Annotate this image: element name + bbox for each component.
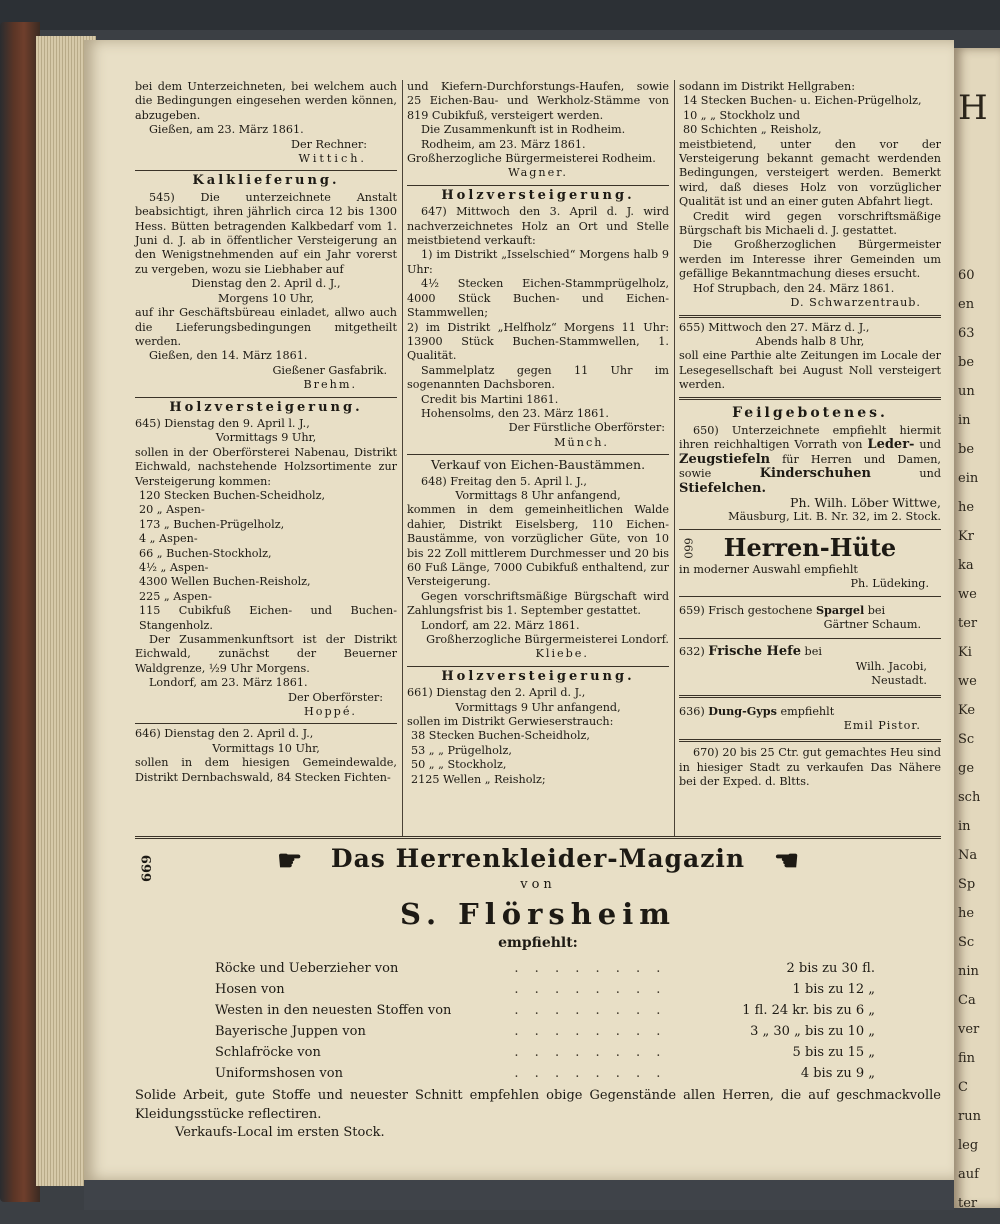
firm-name: S. Flörsheim bbox=[400, 897, 676, 931]
ad-670 bbox=[679, 746, 941, 789]
wood-item: 115 Cubikfuß Eichen- und Buchen-Stangenholz. bbox=[139, 604, 397, 632]
ad-herren-huete bbox=[679, 533, 941, 592]
ad-date: 648) Freitag den 5. April l. J., bbox=[421, 474, 587, 488]
price-value: 4 bis zu 9 „ bbox=[800, 1065, 875, 1081]
ad-text-span: bei bbox=[864, 603, 886, 617]
ad-carry-over-c bbox=[679, 80, 941, 311]
ad-text: und Kiefern-Durchforstungs-Haufen, sowie 25 Eichen-Bau- und Werkholz-Stämme von 819 Cubikfuß, versteigert werden. bbox=[407, 80, 669, 122]
ad-text-span: 636) bbox=[679, 704, 705, 718]
ad-text: Sammelplatz gegen 11 Uhr im sogenannten Dachsboren. bbox=[407, 363, 669, 392]
leader-dots: . . . . . . . . bbox=[514, 960, 667, 976]
ad-time: Vormittags 9 Uhr anfangend, bbox=[455, 700, 621, 714]
wood-item: 53 „ „ Prügelholz, bbox=[411, 743, 512, 757]
ad-text: Die Großherzoglichen Bürgermeister werden im Interesse ihrer Gemeinden um gefällige Bekanntmachung dieses ersucht. bbox=[679, 238, 941, 281]
ad-date: 645) Dienstag den 9. April l. J., bbox=[135, 416, 310, 430]
ad-divider bbox=[679, 315, 941, 318]
ad-signature: Ph. Lüdeking. bbox=[850, 577, 929, 591]
ad-text-span: und bbox=[870, 467, 941, 481]
ad-text: 670) 20 bis 25 Ctr. gut gemachtes Heu sind in hiesiger Stadt zu verkaufen Das Nähere bei der Exped. d. Bltts. bbox=[679, 746, 941, 789]
ad-text: 647) Mittwoch den 3. April d. J. wird nachverzeichnetes Holz an Ort und Stelle meistbietend verkauft: bbox=[407, 205, 669, 248]
ad-heading: Holzversteigerung. bbox=[441, 668, 635, 684]
wood-item: 2125 Wellen „ Reisholz; bbox=[411, 772, 546, 786]
ad-date: 661) Dienstag den 2. April d. J., bbox=[407, 686, 586, 700]
ad-text: sollen in dem hiesigen Gemeindewalde, Distrikt Dernbachswald, 84 Stecken Fichten- bbox=[135, 756, 397, 784]
ad-time: Vormittags 9 Uhr, bbox=[215, 431, 317, 445]
next-page-fragment: in bbox=[958, 819, 971, 834]
ad-divider bbox=[679, 739, 941, 742]
ad-signature: Kliebe. bbox=[535, 647, 589, 661]
column-rule bbox=[402, 80, 403, 836]
section-divider bbox=[135, 836, 941, 839]
ad-signature: Der Oberförster: bbox=[288, 690, 383, 704]
ad-place: Hof Strupbach, den 24. März 1861. bbox=[693, 281, 895, 295]
ad-date: 655) Mittwoch den 27. März d. J., bbox=[679, 320, 870, 334]
wood-item: 225 „ Aspen- bbox=[139, 589, 212, 603]
ad-text: in moderner Auswahl empfiehlt bbox=[679, 562, 858, 576]
next-page-fragment: Kr bbox=[958, 529, 974, 544]
book-bottom bbox=[84, 1180, 954, 1210]
ad-divider bbox=[679, 695, 941, 698]
next-page-fragment: C bbox=[958, 1080, 968, 1095]
price-value: 1 fl. 24 kr. bis zu 6 „ bbox=[742, 1002, 875, 1018]
ad-divider bbox=[679, 397, 941, 400]
price-row bbox=[215, 979, 875, 1000]
ad-text: Credit wird gegen vorschriftsmäßige Bürgschaft bis Michaeli d. J. gestattet. bbox=[679, 209, 941, 238]
ad-feilgebotenes bbox=[679, 406, 941, 525]
ad-bold-product: Spargel bbox=[815, 602, 865, 617]
ad-heading: Feilgebotenes. bbox=[732, 404, 888, 421]
column-rule bbox=[674, 80, 675, 836]
leader-dots: . . . . . . . . bbox=[514, 1044, 667, 1060]
next-page-fragment: nin bbox=[958, 964, 979, 979]
ad-signature: Der Fürstliche Oberförster: bbox=[508, 421, 665, 435]
ad-text: 4½ Stecken Eichen-Stammprügelholz, 4000 Stück Buchen- und Eichen-Stammwellen; bbox=[407, 277, 669, 320]
price-value: 2 bis zu 30 fl. bbox=[786, 960, 875, 976]
ad-text: Der Zusammenkunftsort ist der Distrikt Eichwald, zunächst der Beuerner Waldgrenze, ½9 Uhr Morgens. bbox=[135, 633, 397, 675]
next-page-fragment: ver bbox=[958, 1022, 980, 1037]
ad-place: Londorf, am 22. März 1861. bbox=[421, 618, 580, 632]
column-middle bbox=[407, 80, 669, 787]
pointing-hand-icon: ☛ bbox=[772, 843, 799, 877]
wood-item: 20 „ Aspen- bbox=[139, 503, 205, 517]
next-page-fragment: he bbox=[958, 906, 975, 921]
ad-holzversteigerung-645 bbox=[135, 401, 397, 720]
ad-divider bbox=[407, 185, 669, 186]
ad-text: Die Zusammenkunft ist in Rodheim. bbox=[421, 123, 626, 137]
ad-heading: Herren-Hüte bbox=[723, 532, 897, 562]
price-row bbox=[215, 1063, 875, 1084]
next-page-fragment: be bbox=[958, 355, 975, 370]
next-page-fragment: Ca bbox=[958, 993, 976, 1008]
ad-place: Rodheim, am 23. März 1861. bbox=[421, 137, 586, 151]
ad-number: 669 bbox=[140, 854, 155, 882]
ad-signature: Neustadt. bbox=[871, 674, 927, 688]
price-item: Schlafröcke von bbox=[215, 1044, 321, 1060]
ad-655 bbox=[679, 321, 941, 393]
ad-signature: Großherzogliche Bürgermeisterei Londorf. bbox=[426, 633, 669, 647]
ad-text-span: 659) Frisch gestochene bbox=[679, 603, 813, 617]
leader-dots: . . . . . . . . bbox=[514, 1002, 667, 1018]
ad-text: meistbietend, unter den vor der Versteigerung bekannt gemacht werdenden Bedingungen, versteigert werden. Bemerkt wird, daß dieses Holz von vorzüglicher Qualität ist und an einer guten Abfahrt liegt. bbox=[679, 137, 941, 209]
ad-signature: Wilh. Jacobi, bbox=[855, 659, 927, 673]
ad-signature: Großherzogliche Bürgermeisterei Rodheim. bbox=[407, 152, 656, 166]
ad-place: Hohensolms, den 23. März 1861. bbox=[421, 406, 609, 420]
book-spine bbox=[0, 22, 40, 1202]
wood-item: 4½ „ Aspen- bbox=[139, 561, 209, 574]
next-page-fragment: fin bbox=[958, 1051, 976, 1066]
wood-item: 120 Stecken Buchen-Scheidholz, bbox=[139, 488, 326, 502]
next-page-fragment: ge bbox=[958, 761, 975, 776]
price-list bbox=[215, 958, 875, 1084]
next-page-fragment: run bbox=[958, 1109, 981, 1124]
next-page-fragment: in bbox=[958, 413, 971, 428]
ad-signature: Münch. bbox=[554, 435, 609, 449]
next-page-fragment: he bbox=[958, 500, 975, 515]
ad-text: kommen in dem gemeinheitlichen Walde dahier, Distrikt Eiselsberg, 110 Eichen-Baustämme, von vorzüglicher Güte, von 10 bis 22 Zoll mittlerem Durchmesser und 20 bis 60 Fuß Länge, 7000 Cubikfuß enthaltend, zur Versteigerung. bbox=[407, 503, 669, 589]
ad-text-span: bei bbox=[800, 645, 822, 659]
next-page-fragment: leg bbox=[958, 1138, 979, 1153]
next-page-fragment: Sc bbox=[958, 732, 975, 747]
ad-text: bei dem Unterzeichneten, bei welchem auch die Bedingungen eingesehen werden können, abzugeben. bbox=[135, 80, 397, 122]
ad-divider bbox=[135, 397, 397, 398]
wood-item: 80 Schichten „ Reisholz, bbox=[683, 123, 822, 137]
ad-bold-product: Zeugstiefeln bbox=[679, 451, 771, 467]
next-page-fragment: we bbox=[958, 587, 977, 602]
ad-holzversteigerung-661 bbox=[407, 670, 669, 787]
wood-item: 38 Stecken Buchen-Scheidholz, bbox=[411, 729, 590, 743]
ad-text: soll eine Parthie alte Zeitungen im Locale der Lesegesellschaft bei August Noll versteigert werden. bbox=[679, 349, 941, 392]
wood-item: 173 „ Buchen-Prügelholz, bbox=[139, 517, 285, 531]
ad-divider bbox=[679, 638, 941, 639]
wood-item: 50 „ „ Stockholz, bbox=[411, 758, 507, 772]
next-page-fragment: 60 bbox=[958, 268, 975, 283]
ad-text: Credit bis Martini 1861. bbox=[421, 392, 559, 406]
ad-text-span: 650) Unterzeichnete empfiehlt hiermit ihren reichhaltigen Vorrath von bbox=[679, 423, 941, 452]
ad-text-span: empfiehlt bbox=[776, 704, 835, 718]
leader-dots: . . . . . . . . bbox=[514, 1023, 667, 1039]
ad-subheading: empfiehlt: bbox=[498, 935, 578, 951]
ad-text: 2) im Distrikt „Helfholz“ Morgens 11 Uhr: 13900 Stück Buchen-Stammwellen, 1. Qualität. bbox=[407, 320, 669, 363]
next-page-fragment: Na bbox=[958, 848, 978, 863]
wood-item: 4 „ Aspen- bbox=[139, 532, 198, 546]
wood-item: 10 „ „ Stockholz und bbox=[683, 108, 800, 122]
next-page-fragment: Ki bbox=[958, 645, 972, 660]
ad-time: Vormittags 8 Uhr anfangend, bbox=[455, 488, 621, 502]
price-row bbox=[215, 1042, 875, 1063]
price-row bbox=[215, 958, 875, 979]
wood-item: 14 Stecken Buchen- u. Eichen-Prügelholz, bbox=[683, 94, 922, 108]
ad-signature: Brehm. bbox=[303, 378, 357, 392]
ad-title-row bbox=[135, 842, 941, 876]
ad-text: Verkaufs-Local im ersten Stock. bbox=[175, 1125, 385, 1140]
ad-bold-product: Stiefelchen. bbox=[679, 480, 767, 496]
leader-dots: . . . . . . . . bbox=[514, 1065, 667, 1081]
ad-636 bbox=[679, 704, 941, 734]
next-page-fragment: sch bbox=[958, 790, 981, 805]
price-item: Bayerische Juppen von bbox=[215, 1023, 366, 1039]
price-item: Röcke und Ueberzieher von bbox=[215, 960, 399, 976]
ad-signature: Gärtner Schaum. bbox=[823, 618, 921, 631]
ad-text bbox=[679, 424, 941, 496]
column-left bbox=[135, 80, 397, 785]
ad-carry-over-b bbox=[407, 80, 669, 181]
ad-bold-product: Leder- bbox=[867, 437, 915, 453]
price-row bbox=[215, 1021, 875, 1042]
next-page-fragment: ter bbox=[958, 1196, 978, 1208]
ad-signature: Mäusburg, Lit. B. Nr. 32, im 2. Stock. bbox=[728, 510, 941, 524]
ad-signature: Wittich. bbox=[298, 152, 367, 166]
ad-heading: Das Herrenkleider-Magazin bbox=[330, 844, 746, 873]
ad-text: Gegen vorschriftsmäßige Bürgschaft wird Zahlungsfrist bis 1. September gestattet. bbox=[407, 589, 669, 618]
ad-holzversteigerung-646 bbox=[135, 727, 397, 785]
next-page-fragment: ein bbox=[958, 471, 979, 486]
ad-signature: Wagner. bbox=[508, 166, 568, 180]
price-item: Westen in den neuesten Stoffen von bbox=[215, 1002, 452, 1018]
ad-text: Solide Arbeit, gute Stoffe und neuester Schnitt empfehlen obige Gegenstände allen Herren, die auf geschmackvolle Kleidungsstücke reflectiren. bbox=[135, 1088, 941, 1122]
ad-von: von bbox=[520, 877, 556, 892]
book-cover-top bbox=[0, 0, 1000, 30]
ad-time: Morgens 10 Uhr, bbox=[218, 291, 314, 305]
ad-text-span: für Herren und Damen, sowie bbox=[679, 452, 941, 481]
ad-place: Gießen, den 14. März 1861. bbox=[149, 349, 308, 363]
ad-signature: Emil Pistor. bbox=[843, 719, 921, 733]
ad-date: Dienstag den 2. April d. J., bbox=[191, 277, 341, 291]
ad-divider bbox=[679, 596, 941, 597]
next-page-fragment: en bbox=[958, 297, 975, 312]
ad-divider bbox=[679, 529, 941, 530]
next-page-fragment: auf bbox=[958, 1167, 979, 1182]
ad-number: 660 bbox=[681, 537, 695, 559]
ad-text: sodann im Distrikt Hellgraben: bbox=[679, 80, 856, 93]
ad-carry-over-a bbox=[135, 80, 397, 166]
ad-kalklieferung bbox=[135, 174, 397, 392]
ad-659 bbox=[679, 603, 941, 633]
ad-divider bbox=[407, 454, 669, 455]
next-page-edge bbox=[954, 48, 1000, 1208]
wood-item: 66 „ Buchen-Stockholz, bbox=[139, 546, 272, 560]
next-page-fragment: ka bbox=[958, 558, 974, 573]
ad-herrenkleider-magazin bbox=[135, 842, 941, 1142]
ad-verkauf-648 bbox=[407, 458, 669, 662]
ad-signature: Gießener Gasfabrik. bbox=[272, 363, 387, 377]
ad-signature: Der Rechner: bbox=[291, 137, 367, 151]
ad-bold-product: Dung-Gyps bbox=[708, 703, 777, 718]
next-page-fragment: Sc bbox=[958, 935, 975, 950]
ad-time: Abends halb 8 Uhr, bbox=[755, 334, 865, 348]
ad-text: auf ihr Geschäftsbüreau einladet, allwo auch die Lieferungsbedingungen mitgetheilt werden. bbox=[135, 306, 397, 348]
ad-place: Gießen, am 23. März 1861. bbox=[149, 123, 304, 137]
price-value: 3 „ 30 „ bis zu 10 „ bbox=[750, 1023, 875, 1039]
next-page-fragment: ter bbox=[958, 616, 978, 631]
price-row bbox=[215, 1000, 875, 1021]
wood-item: 4300 Wellen Buchen-Reisholz, bbox=[139, 575, 311, 589]
ad-heading: Kalklieferung. bbox=[192, 173, 340, 189]
price-item: Hosen von bbox=[215, 981, 285, 997]
ad-bold-product: Frische Hefe bbox=[708, 644, 801, 660]
ad-bold-product: Kinderschuhen bbox=[759, 466, 871, 482]
ad-text-span: 632) bbox=[679, 645, 705, 659]
ad-date: 646) Dienstag den 2. April d. J., bbox=[135, 727, 314, 741]
ad-holzversteigerung-647 bbox=[407, 189, 669, 450]
ad-text-span: und bbox=[914, 438, 941, 452]
next-page-fragment: 63 bbox=[958, 326, 975, 341]
next-page-fragment: Ke bbox=[958, 703, 976, 718]
pointing-hand-icon: ☛ bbox=[277, 843, 304, 877]
ad-text: 1) im Distrikt „Isselschied“ Morgens halb 9 Uhr: bbox=[407, 248, 669, 276]
next-page-fragment: H bbox=[958, 88, 988, 128]
price-value: 5 bis zu 15 „ bbox=[792, 1044, 875, 1060]
ad-divider bbox=[135, 170, 397, 171]
ad-632 bbox=[679, 645, 941, 688]
column-right bbox=[679, 80, 941, 790]
price-value: 1 bis zu 12 „ bbox=[792, 981, 875, 997]
price-item: Uniformshosen von bbox=[215, 1065, 343, 1081]
ad-text: sollen im Distrikt Gerwieserstrauch: bbox=[407, 715, 614, 729]
ad-text: 545) Die unterzeichnete Anstalt beabsichtigt, ihren jährlich circa 12 bis 1300 Hess. Bütten betragenden Kalkbedarf vom 1. Juni d. J. ab in öffentlicher Versteigerung an den Wenigstnehmenden auf ein Jahr vorerst zu vergeben, wozu sie Liebhaber auf bbox=[135, 190, 397, 276]
next-page-fragment: Sp bbox=[958, 877, 976, 892]
leader-dots: . . . . . . . . bbox=[514, 981, 667, 997]
ad-text: sollen in der Oberförsterei Nabenau, Distrikt Eichwald, nachstehende Holzsortimente zur Versteigerung kommen: bbox=[135, 445, 397, 488]
ad-signature: D. Schwarzentraub. bbox=[790, 296, 921, 310]
next-page-fragment: un bbox=[958, 384, 975, 399]
ad-heading: Holzversteigerung. bbox=[441, 187, 635, 203]
ad-signature: Ph. Wilh. Löber Wittwe, bbox=[790, 494, 941, 510]
ad-heading: Holzversteigerung. bbox=[169, 399, 363, 415]
ad-signature: Hoppé. bbox=[304, 705, 357, 719]
next-page-fragment: we bbox=[958, 674, 977, 689]
next-page-fragment: be bbox=[958, 442, 975, 457]
ad-place: Londorf, am 23. März 1861. bbox=[149, 676, 308, 690]
ad-divider bbox=[135, 723, 397, 724]
ad-time: Vormittags 10 Uhr, bbox=[212, 741, 320, 755]
ad-divider bbox=[407, 666, 669, 667]
ad-heading: Verkauf von Eichen-Baustämmen. bbox=[430, 457, 646, 473]
